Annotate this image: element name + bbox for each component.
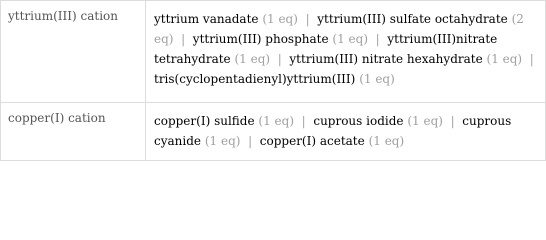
separator: | — [277, 52, 282, 66]
compound-name: yttrium(III) sulfate octahydrate — [317, 12, 508, 26]
separator: | — [375, 32, 380, 46]
separator: | — [301, 114, 306, 128]
compound-list — [146, 103, 546, 161]
compound-name: cuprous iodide — [313, 114, 404, 128]
equivalents: (2 eq) — [154, 12, 524, 46]
compound-name: yttrium(III) nitrate hexahydrate — [289, 52, 483, 66]
compound-list — [146, 1, 546, 103]
separator: | — [450, 114, 455, 128]
compound-name: copper(I) acetate — [259, 134, 365, 148]
equivalents: (1 eq) — [204, 134, 241, 148]
compound-name: tris(cyclopentadienyl)yttrium(III) — [154, 72, 356, 86]
equivalents: (1 eq) — [368, 134, 405, 148]
equivalents: (1 eq) — [262, 12, 298, 26]
separator: | — [305, 12, 310, 26]
compound-name: cuprous cyanide — [154, 114, 512, 148]
separator: | — [529, 52, 534, 66]
compound-name: yttrium vanadate — [154, 12, 259, 26]
row-label: copper(I) cation — [1, 103, 146, 161]
equivalents: (1 eq) — [486, 52, 523, 66]
row-label: yttrium(III) cation — [1, 1, 146, 103]
separator: | — [248, 134, 253, 148]
table-row — [1, 103, 546, 161]
compound-name: yttrium(III) phosphate — [192, 32, 329, 46]
equivalents: (1 eq) — [234, 52, 271, 66]
equivalents: (1 eq) — [332, 32, 369, 46]
separator: | — [181, 32, 186, 46]
equivalents: (1 eq) — [359, 72, 395, 86]
compound-name: yttrium(III)nitrate tetrahydrate — [154, 32, 498, 66]
equivalents: (1 eq) — [407, 114, 443, 128]
table-row — [1, 1, 546, 103]
equivalents: (1 eq) — [258, 114, 295, 128]
compound-name: copper(I) sulfide — [154, 114, 255, 128]
